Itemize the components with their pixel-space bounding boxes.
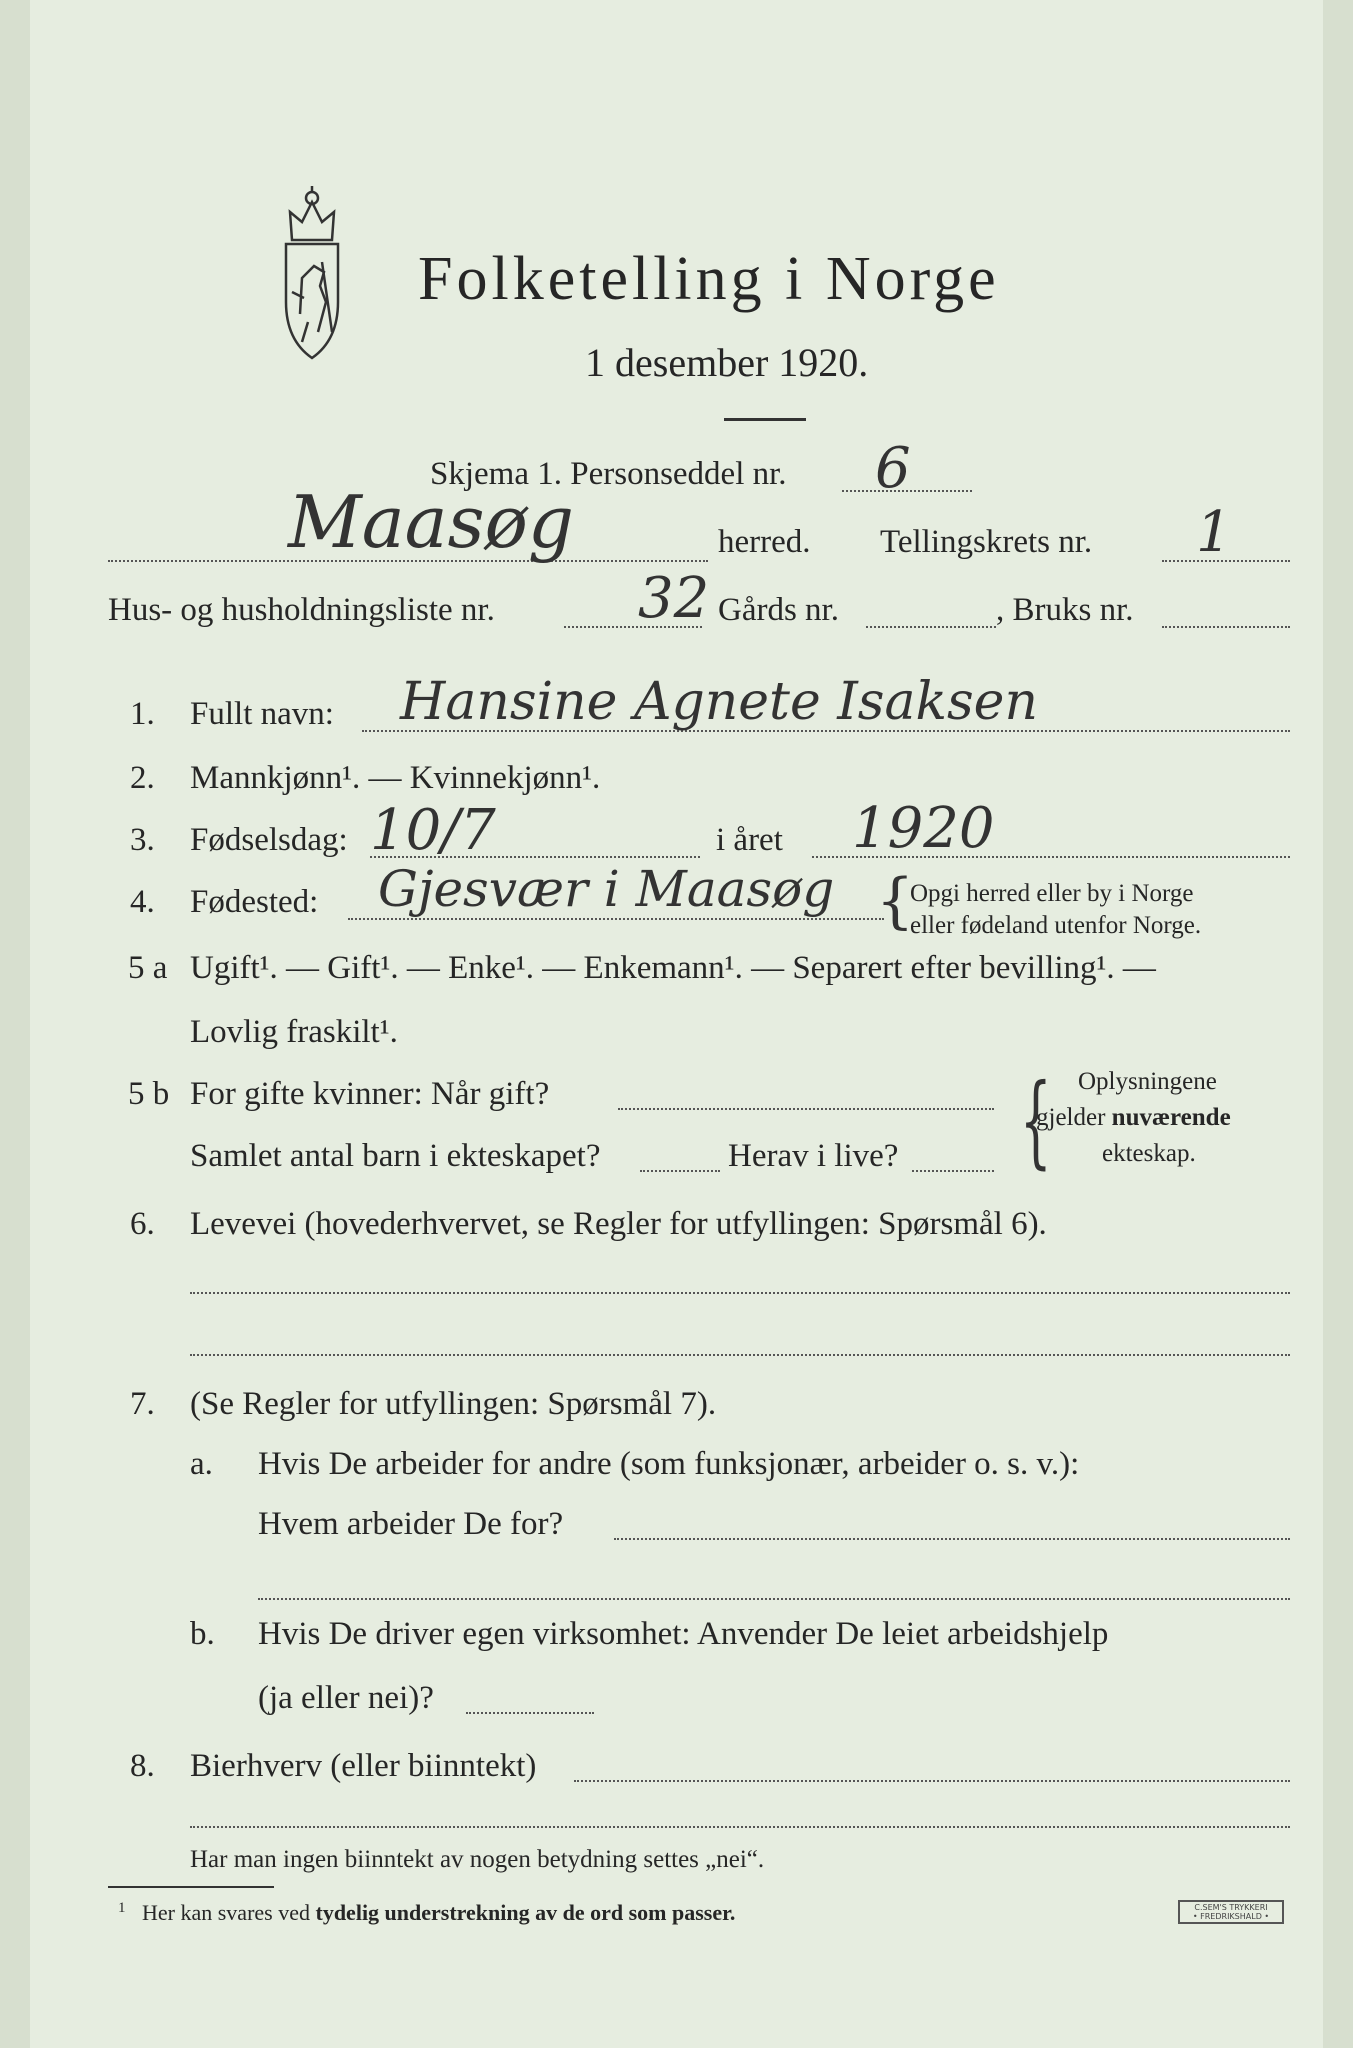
- bruks-field-line: [1162, 626, 1290, 628]
- coat-of-arms-icon: [262, 182, 362, 364]
- tellingskrets-label: Tellingskrets nr.: [880, 524, 1093, 560]
- q5b-note-line2b: nuværende: [1111, 1104, 1231, 1131]
- paper-edge-right: [1323, 0, 1353, 2048]
- tellingskrets-number[interactable]: 1: [1196, 500, 1232, 565]
- footnote-text-a: Her kan svares ved: [142, 1900, 310, 1925]
- q7b-field-line[interactable]: [466, 1712, 594, 1714]
- q4-field-line: [348, 918, 884, 920]
- herred-name[interactable]: Maasøg: [288, 480, 574, 564]
- year-label: i året: [716, 822, 783, 858]
- q4-note-line1: Opgi herred eller by i Norge: [910, 880, 1194, 907]
- q3-number: 3.: [130, 822, 155, 858]
- q7b-line1: Hvis De driver egen virksomhet: Anvender De leiet arbeidshjelp: [258, 1616, 1109, 1652]
- q6-field-line2[interactable]: [190, 1354, 1290, 1356]
- q5b-note-line2a: gjelder: [1036, 1104, 1106, 1131]
- personseddel-number[interactable]: 6: [875, 436, 911, 501]
- gards-label: Gårds nr.: [718, 592, 839, 628]
- herred-label: herred.: [718, 524, 811, 560]
- q4-note-brace: {: [876, 866, 915, 936]
- husliste-number[interactable]: 32: [638, 566, 710, 631]
- birthplace-value[interactable]: Gjesvær i Maasøg: [378, 860, 835, 918]
- q8-field-line1[interactable]: [574, 1780, 1290, 1782]
- q6-label: Levevei (hovederhvervet, se Regler for utfyllingen: Spørsmål 6).: [190, 1206, 1047, 1242]
- birth-day-value[interactable]: 10/7: [370, 798, 496, 863]
- q8-label: Bierhverv (eller biinntekt): [190, 1748, 537, 1784]
- printer-stamp: [1178, 1900, 1284, 1924]
- q4-label: Fødested:: [190, 884, 319, 920]
- q7a-letter: a.: [190, 1446, 213, 1482]
- q7a-line1: Hvis De arbeider for andre (som funksjonær, arbeider o. s. v.):: [258, 1446, 1080, 1482]
- q5a-line2: Lovlig fraskilt¹.: [190, 1014, 398, 1050]
- stamp-line2: • FREDRIKSHALD •: [1192, 1912, 1270, 1921]
- footnote-mark: 1: [118, 1900, 126, 1916]
- q7b-line2: (ja eller nei)?: [258, 1680, 434, 1716]
- q7-label: (Se Regler for utfyllingen: Spørsmål 7).: [190, 1386, 717, 1422]
- paper-edge-left: [0, 0, 30, 2048]
- bruks-label: , Bruks nr.: [996, 592, 1134, 628]
- q7a-field-line1[interactable]: [614, 1538, 1290, 1540]
- q1-label: Fullt navn:: [190, 696, 334, 732]
- q5b-note-line3: ekteskap.: [1102, 1140, 1196, 1167]
- q6-number: 6.: [130, 1206, 155, 1242]
- husliste-label: Hus- og husholdningsliste nr.: [108, 592, 495, 628]
- q4-note-line2: eller fødeland utenfor Norge.: [910, 912, 1202, 939]
- q5a-number: 5 a: [128, 950, 168, 986]
- form-title: Folketelling i Norge: [418, 245, 1000, 313]
- q5b-children-field-line: [640, 1170, 720, 1172]
- q7b-letter: b.: [190, 1616, 215, 1652]
- q2-label: Mannkjønn¹. — Kvinnekjønn¹.: [190, 760, 601, 796]
- footnote-text-b: tydelig understrekning av de ord som passer.: [315, 1900, 736, 1925]
- gards-field-line: [866, 626, 996, 628]
- stamp-line1: C.SEM'S TRYKKERI: [1194, 1903, 1268, 1912]
- q5b-married-field-line: [618, 1108, 994, 1110]
- skjema-label: Skjema 1. Personseddel nr.: [430, 456, 787, 492]
- birth-year-value[interactable]: 1920: [852, 796, 995, 861]
- q3-label: Fødselsdag:: [190, 822, 348, 858]
- q7-number: 7.: [130, 1386, 155, 1422]
- title-divider: [724, 418, 806, 421]
- q2-number: 2.: [130, 760, 155, 796]
- closing-note: Har man ingen biinntekt av nogen betydning settes „nei“.: [190, 1846, 765, 1873]
- q5a-line1: Ugift¹. — Gift¹. — Enke¹. — Enkemann¹. — Separert efter bevilling¹. —: [190, 950, 1156, 986]
- q6-field-line1[interactable]: [190, 1292, 1290, 1294]
- q8-field-line2[interactable]: [190, 1826, 1290, 1828]
- q4-number: 4.: [130, 884, 155, 920]
- q8-number: 8.: [130, 1748, 155, 1784]
- q5b-children-label: Samlet antal barn i ekteskapet?: [190, 1138, 601, 1174]
- q5b-note-brace: {: [1019, 1062, 1052, 1179]
- q5b-line1: For gifte kvinner: Når gift?: [190, 1076, 550, 1112]
- form-date: 1 desember 1920.: [585, 340, 869, 385]
- full-name-value[interactable]: Hansine Agnete Isaksen: [400, 672, 1038, 732]
- q1-number: 1.: [130, 696, 155, 732]
- q5b-alive-label: Herav i live?: [728, 1138, 899, 1174]
- q5b-alive-field-line: [912, 1170, 994, 1172]
- q5b-number: 5 b: [128, 1076, 170, 1112]
- q5b-note-line1: Oplysningene: [1078, 1068, 1217, 1095]
- footnote-divider: [108, 1886, 274, 1888]
- q7a-line2: Hvem arbeider De for?: [258, 1506, 564, 1542]
- q7a-field-line2[interactable]: [258, 1598, 1290, 1600]
